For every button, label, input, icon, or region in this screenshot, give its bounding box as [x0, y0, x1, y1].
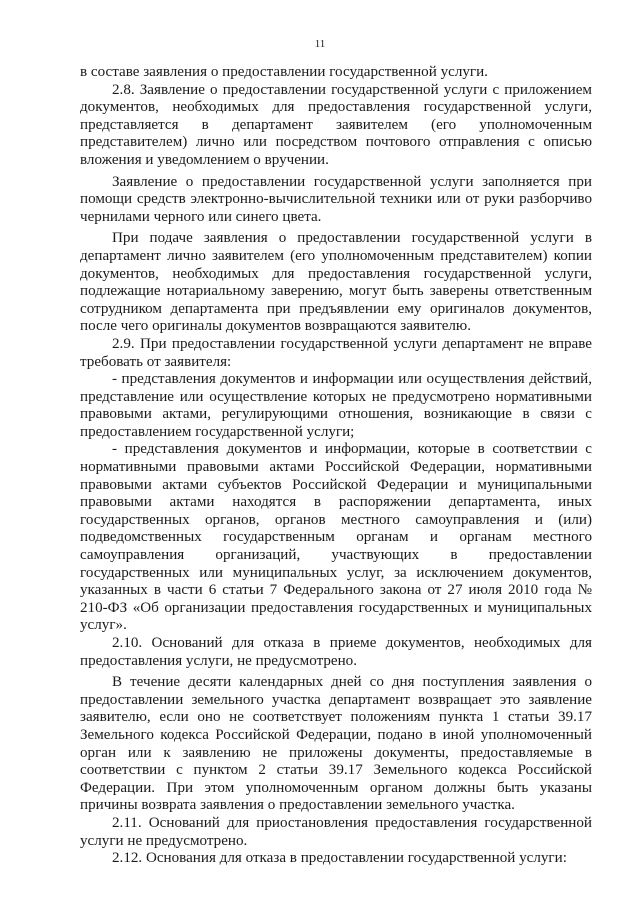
paragraph: 2.11. Оснований для приостановления предоставления государственной услуги не предусмотрено.: [80, 814, 592, 849]
paragraph: При подаче заявления о предоставлении государственной услуги в департамент лично заявителем (его уполномоченным представителем) копии документов, необходимых для предоставления государственной услуги, подлежащие нотариальному заверению, могут быть заверены ответственным сотрудником департамента при предъявлении ему оригиналов документов, после чего оригиналы документов возвращаются заявителю.: [80, 230, 592, 335]
paragraph: В течение десяти календарных дней со дня поступления заявления о предоставлении земельного участка департамент возвращает это заявление заявителю, если оно не соответствует положениям пункта 1 статьи 39.17 Земельного кодекса Российской Федерации, подано в иной уполномоченный орган или к заявлению не приложены документы, предоставляемые в соответствии с пунктом 2 статьи 39.17 Земельного кодекса Российской Федерации. При этом уполномоченным органом должны быть указаны причины возврата заявления о предоставлении земельного участка.: [80, 674, 592, 814]
paragraph: 2.8. Заявление о предоставлении государственной услуги с приложением документов, необходимых для предоставления государственной услуги, представляется в департамент заявителем (его уполномоченным представителем) лично или посредством почтового отправления с описью вложения и уведомлением о вручении.: [80, 81, 592, 168]
page-number: 11: [314, 38, 326, 50]
paragraph: 2.10. Оснований для отказа в приеме документов, необходимых для предоставления услуги, не предусмотрено.: [80, 635, 592, 669]
paragraph: - представления документов и информации, которые в соответствии с нормативными правовыми актами Российской Федерации, нормативными правовыми актами субъектов Российской Федерации и муниципальными правовыми актами находятся в распоряжении департамента, иных государственных органов, органов местного самоуправления и (или) подведомственных государственным органам и органам местного самоуправления организаций, участвующих в предоставлении государственных или муниципальных услуг, за исключением документов, указанных в части 6 статьи 7 Федерального закона от 27 июля 2010 года № 210-ФЗ «Об организации предоставления государственных и муниципальных услуг».: [80, 441, 592, 634]
paragraph: - представления документов и информации или осуществления действий, представление или осуществление которых не предусмотрено нормативными правовыми актами, регулирующими отношения, возникающие в связи с предоставлением государственной услуги;: [80, 371, 592, 440]
paragraph: Заявление о предоставлении государственной услуги заполняется при помощи средств электронно-вычислительной техники или от руки разборчиво чернилами черного или синего цвета.: [80, 173, 592, 225]
paragraph: 2.9. При предоставлении государственной услуги департамент не вправе требовать от заявителя:: [80, 335, 592, 370]
paragraph: 2.12. Основания для отказа в предоставлении государственной услуги:: [112, 850, 567, 867]
paragraph: в составе заявления о предоставлении государственной услуги.: [80, 64, 488, 80]
document-body: [80, 64, 592, 868]
